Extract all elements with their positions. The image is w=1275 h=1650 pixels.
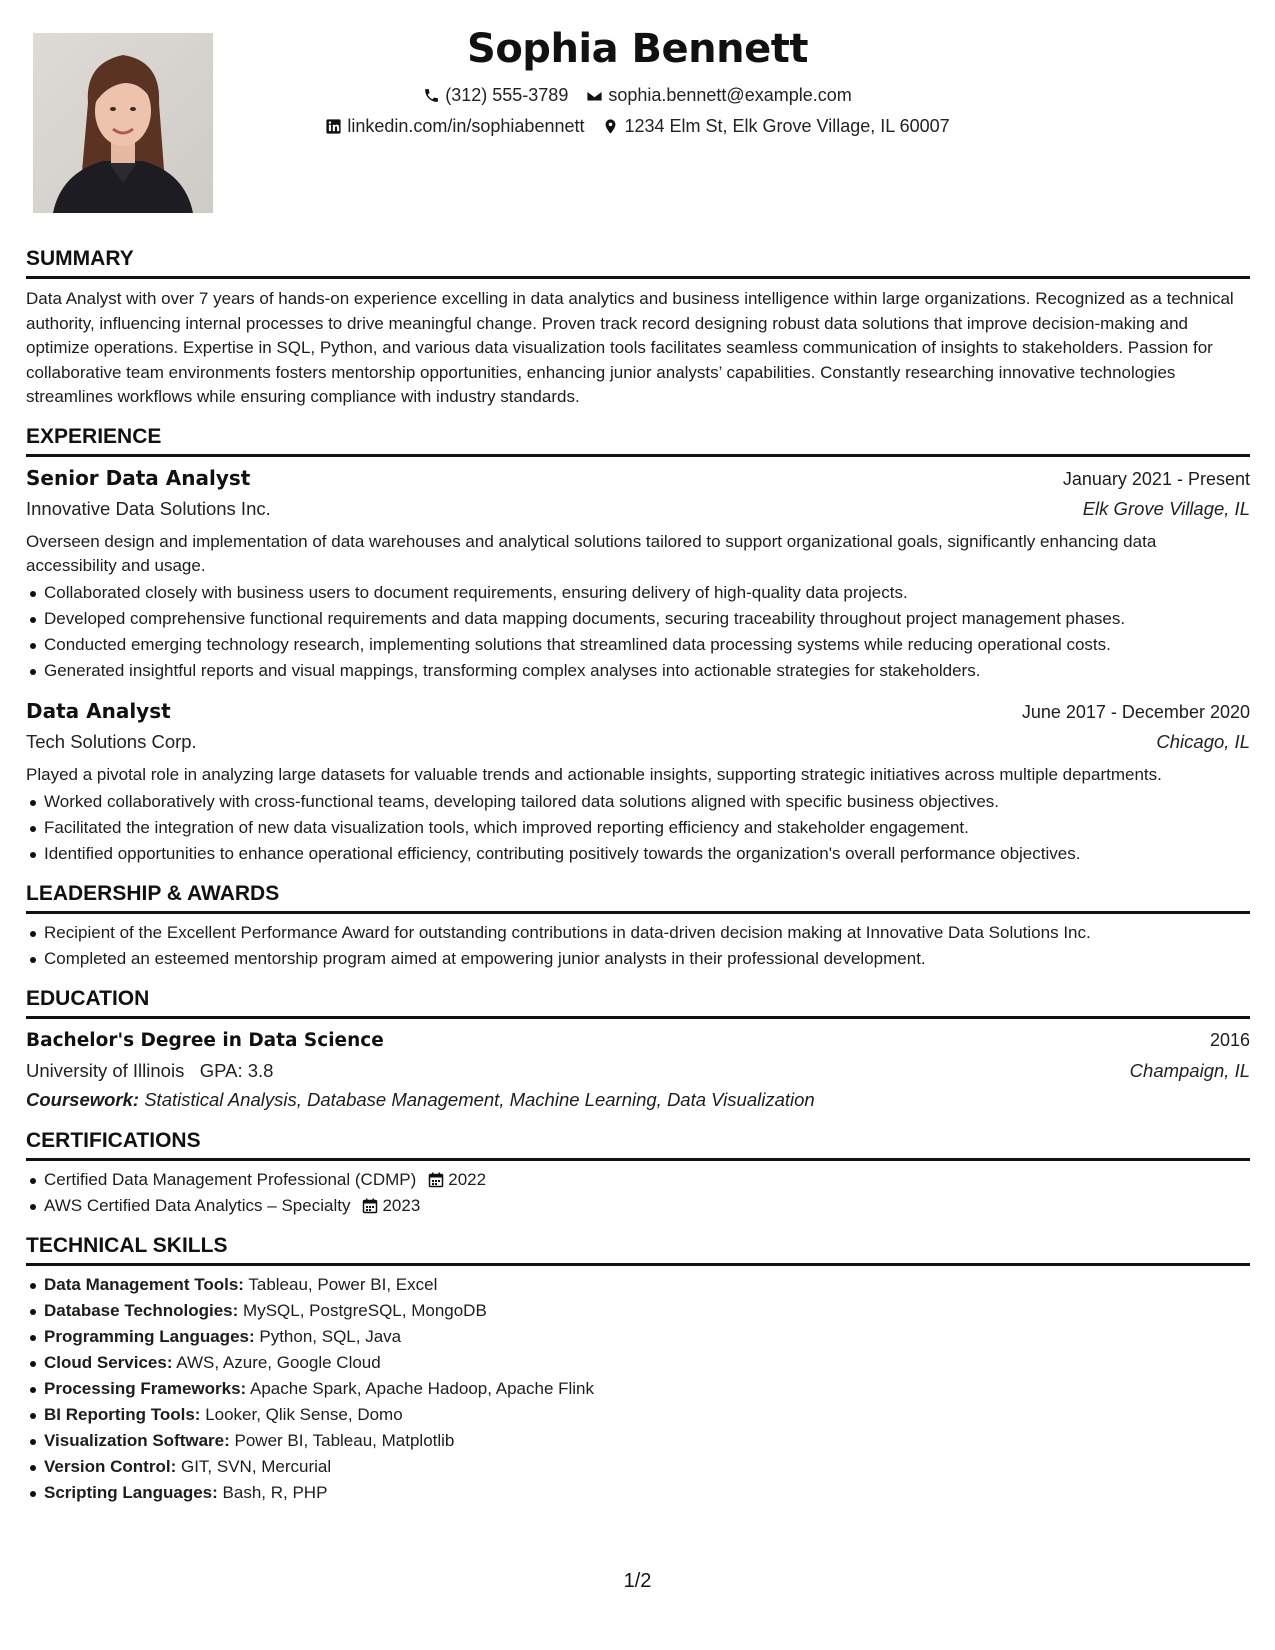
linkedin-text: linkedin.com/in/sophiabennett: [347, 116, 585, 136]
job-company: Tech Solutions Corp.: [26, 730, 197, 752]
list-item: [26, 1324, 1250, 1350]
phone-icon: [423, 87, 440, 104]
skill-values: MySQL, PostgreSQL, MongoDB: [243, 1300, 487, 1320]
job-location: Chicago, IL: [1156, 730, 1250, 752]
list-item: Developed comprehensive functional requirements and data mapping documents, securing traceability throughout project management phases.: [26, 606, 1250, 632]
coursework-text: Statistical Analysis, Database Management, Machine Learning, Data Visualization: [144, 1088, 815, 1110]
school-location: Champaign, IL: [1129, 1059, 1250, 1081]
summary-heading: SUMMARY: [26, 247, 134, 270]
leadership-section: [26, 881, 1250, 972]
gpa: GPA: 3.8: [199, 1059, 274, 1081]
skill-values: Power BI, Tableau, Matplotlib: [234, 1430, 455, 1450]
job-location: Elk Grove Village, IL: [1082, 497, 1250, 519]
school-name: University of Illinois: [26, 1059, 185, 1081]
address-text: 1234 Elm St, Elk Grove Village, IL 60007: [624, 116, 950, 136]
list-item: Generated insightful reports and visual mappings, transforming complex analyses into actionable strategies for stakeholders.: [26, 658, 1250, 684]
address-contact: [602, 116, 949, 136]
skill-values: Apache Spark, Apache Hadoop, Apache Flink: [250, 1378, 595, 1398]
experience-heading: EXPERIENCE: [26, 424, 162, 448]
skills-list: [26, 1272, 1250, 1506]
candidate-name: Sophia Bennett: [467, 26, 808, 72]
leadership-heading: LEADERSHIP & AWARDS: [26, 881, 280, 905]
envelope-icon: [586, 87, 603, 104]
list-item: [26, 1454, 1250, 1480]
skill-values: AWS, Azure, Google Cloud: [176, 1352, 381, 1372]
job-bullets: [26, 580, 1250, 684]
skills-section: [26, 1233, 1250, 1506]
certifications-section: [26, 1128, 1250, 1219]
skill-category: Data Management Tools:: [44, 1274, 244, 1294]
phone-contact[interactable]: [423, 85, 568, 105]
skill-category: Version Control:: [44, 1456, 177, 1476]
list-item: [26, 1428, 1250, 1454]
education-heading: EDUCATION: [26, 986, 150, 1010]
list-item: Collaborated closely with business users to document requirements, ensuring delivery of high-quality data projects.: [26, 580, 1250, 606]
contact-line-2: [0, 116, 1275, 136]
skills-heading: TECHNICAL SKILLS: [26, 1233, 228, 1257]
summary-section: [26, 246, 1250, 410]
section-divider: [26, 1158, 1250, 1161]
list-item: [26, 1376, 1250, 1402]
calendar-icon: [362, 1198, 378, 1214]
skill-values: Looker, Qlik Sense, Domo: [205, 1404, 403, 1424]
list-item: Facilitated the integration of new data visualization tools, which improved reporting efficiency and stakeholder engagement.: [26, 815, 1250, 841]
linkedin-contact[interactable]: [325, 116, 584, 136]
cert-year: 2023: [382, 1195, 421, 1215]
graduation-year: 2016: [1209, 1029, 1250, 1050]
section-divider: [26, 1016, 1250, 1019]
list-item: [26, 1193, 1250, 1219]
section-divider: [26, 454, 1250, 457]
cert-name: AWS Certified Data Analytics – Specialty: [44, 1195, 351, 1215]
list-item: [26, 1298, 1250, 1324]
linkedin-icon: [325, 118, 342, 135]
section-divider: [26, 276, 1250, 279]
skill-values: Tableau, Power BI, Excel: [248, 1274, 438, 1294]
skill-category: Visualization Software:: [44, 1430, 230, 1450]
skill-values: Bash, R, PHP: [222, 1482, 328, 1502]
list-item: [26, 1167, 1250, 1193]
list-item: Identified opportunities to enhance operational efficiency, contributing positively towards the organization's overall performance objectives.: [26, 841, 1250, 867]
job-title: Senior Data Analyst: [26, 465, 251, 490]
skill-category: Database Technologies:: [44, 1300, 239, 1320]
skill-category: Processing Frameworks:: [44, 1378, 247, 1398]
resume-body: [26, 246, 1250, 1520]
skill-category: Programming Languages:: [44, 1326, 255, 1346]
job-title: Data Analyst: [26, 698, 171, 723]
certifications-list: [26, 1167, 1250, 1219]
certifications-heading: CERTIFICATIONS: [26, 1128, 201, 1152]
skill-category: Cloud Services:: [44, 1352, 173, 1372]
phone-text: (312) 555-3789: [445, 85, 569, 105]
email-contact[interactable]: [586, 85, 851, 105]
coursework-label: Coursework:: [26, 1088, 140, 1110]
job-entry: [26, 696, 1250, 867]
map-pin-icon: [602, 118, 619, 135]
skill-category: Scripting Languages:: [44, 1482, 218, 1502]
coursework: [26, 1086, 1250, 1114]
contact-line-1: [0, 85, 1275, 105]
skill-category: BI Reporting Tools:: [44, 1404, 201, 1424]
job-entry: [26, 463, 1250, 684]
job-description: Played a pivotal role in analyzing large datasets for valuable trends and actionable insights, supporting strategic initiatives across multiple departments.: [26, 764, 1162, 784]
section-divider: [26, 911, 1250, 914]
list-item: Completed an esteemed mentorship program aimed at empowering junior analysts in their professional development.: [26, 946, 1250, 972]
resume-header: [0, 22, 1275, 136]
list-item: Recipient of the Excellent Performance Award for outstanding contributions in data-driven decision making at Innovative Data Solutions Inc.: [26, 920, 1250, 946]
list-item: Conducted emerging technology research, implementing solutions that streamlined data processing systems while reducing operational costs.: [26, 632, 1250, 658]
education-section: [26, 986, 1250, 1114]
skill-values: Python, SQL, Java: [259, 1326, 402, 1346]
leadership-list: [26, 920, 1250, 972]
cert-year: 2022: [448, 1169, 487, 1189]
job-dates: January 2021 - Present: [1062, 468, 1250, 489]
list-item: [26, 1480, 1250, 1506]
job-bullets: [26, 789, 1250, 867]
experience-section: [26, 424, 1250, 867]
job-company: Innovative Data Solutions Inc.: [26, 497, 271, 519]
email-text: sophia.bennett@example.com: [608, 85, 852, 105]
summary-text: Data Analyst with over 7 years of hands-on experience excelling in data analytics and business intelligence within large organizations. Recognized as a technical authority, influencing internal processes to drive meaningful change. Proven track record designing robust data solutions that improve decision-making and optimize operations. Expertise in SQL, Python, and various data visualization tools facilitates seamless communication of insights to stakeholders. Passion for collaborative team environments fosters mentorship opportunities, enhancing junior analysts’ capabilities. Constantly researching innovative technologies streamlines workflows while ensuring compliance with industry standards.: [26, 289, 1234, 407]
skill-values: GIT, SVN, Mercurial: [180, 1456, 332, 1476]
list-item: [26, 1272, 1250, 1298]
list-item: [26, 1402, 1250, 1428]
page-number: 1/2: [623, 1570, 652, 1592]
section-divider: [26, 1263, 1250, 1266]
job-dates: June 2017 - December 2020: [1021, 701, 1250, 722]
list-item: [26, 1350, 1250, 1376]
cert-name: Certified Data Management Professional (CDMP): [44, 1169, 417, 1189]
calendar-icon: [428, 1172, 444, 1188]
list-item: Worked collaboratively with cross-functional teams, developing tailored data solutions aligned with specific business objectives.: [26, 789, 1250, 815]
degree-title: Bachelor's Degree in Data Science: [26, 1029, 384, 1051]
job-description: Overseen design and implementation of data warehouses and analytical solutions tailored to support organizational goals, significantly enhancing data accessibility and usage.: [26, 531, 1157, 575]
education-entry: [26, 1025, 1250, 1114]
